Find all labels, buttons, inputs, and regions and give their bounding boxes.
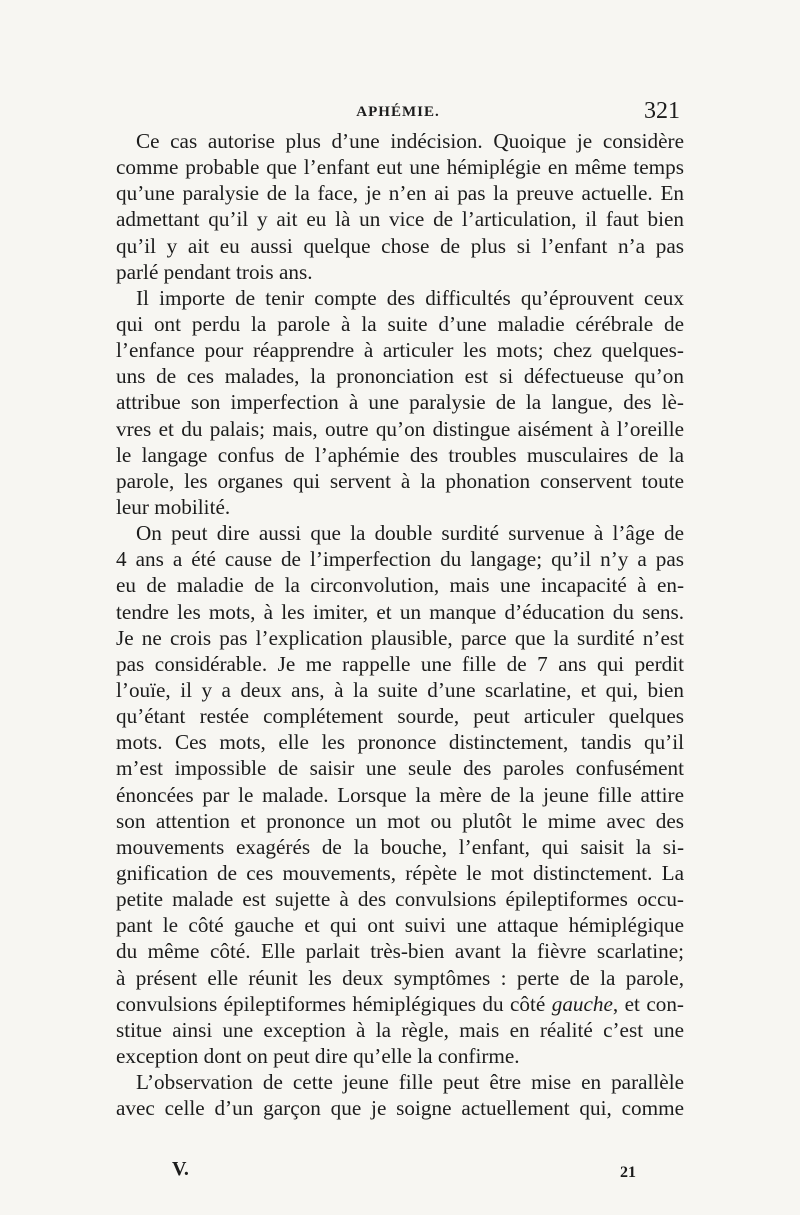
- text-line: son attention et prononce un mot ou plutôt le mime avec des: [116, 808, 684, 833]
- text-line: pant le côté gauche et qui ont suivi une attaque hémiplégique: [116, 913, 684, 938]
- text-line: m’est impossible de saisir une seule des paroles confusément: [116, 756, 684, 781]
- text-line: l’enfance pour réapprendre à articuler les mots; chez quelques-: [116, 338, 684, 363]
- text-line: convulsions épileptiformes hémiplégiques du côté gauche, et con-: [116, 991, 684, 1016]
- text-line: 4 ans a été cause de l’imperfection du langage; qu’il n’y a pas: [116, 547, 684, 572]
- text-line: l’ouïe, il y a deux ans, à la suite d’une scarlatine, et qui, bien: [116, 677, 684, 702]
- text-line: uns de ces malades, la prononciation est si défectueuse qu’on: [116, 364, 684, 389]
- page-number: 321: [644, 98, 680, 124]
- body-text: [116, 128, 684, 1121]
- text-line: qu’il y ait eu aussi quelque chose de plus si l’enfant n’a pas: [116, 233, 684, 258]
- text-line: comme probable que l’enfant eut une hémiplégie en même temps: [116, 155, 684, 180]
- text-line: stitue ainsi une exception à la règle, mais en réalité c’est une: [116, 1017, 684, 1042]
- text-line: attribue son imperfection à une paralysie de la langue, des lè-: [116, 390, 684, 415]
- text-line: énoncées par le malade. Lorsque la mère de la jeune fille attire: [116, 782, 684, 807]
- text-line: le langage confus de l’aphémie des troubles musculaires de la: [116, 442, 684, 467]
- text-line: Je ne crois pas l’explication plausible, parce que la surdité n’est: [116, 625, 684, 650]
- text-line: pas considérable. Je me rappelle une fille de 7 ans qui perdit: [116, 651, 684, 676]
- page-header: [116, 98, 680, 128]
- text-line: admettant qu’il y ait eu là un vice de l’articulation, il faut bien: [116, 207, 684, 232]
- text-line: tendre les mots, à les imiter, et un manque d’éducation du sens.: [116, 599, 684, 624]
- text-line: qu’une paralysie de la face, je n’en ai pas la preuve actuelle. En: [116, 181, 684, 206]
- text-line: à présent elle réunit les deux symptômes : perte de la parole,: [116, 965, 684, 990]
- sheet-number: 21: [620, 1164, 636, 1181]
- text-line: mouvements exagérés de la bouche, l’enfant, qui saisit la si-: [116, 834, 684, 859]
- text-line: parlé pendant trois ans.: [116, 259, 313, 284]
- text-line: gnification de ces mouvements, répète le mot distinctement. La: [116, 860, 684, 885]
- page-footer: [116, 1158, 636, 1188]
- text-line: petite malade est sujette à des convulsions épileptiformes occu-: [116, 887, 684, 912]
- text-line: qu’étant restée complétement sourde, peut articuler quelques: [116, 704, 684, 729]
- text-line: du même côté. Elle parlait très-bien avant la fièvre scarlatine;: [116, 939, 684, 964]
- text-line: On peut dire aussi que la double surdité survenue à l’âge de: [136, 521, 684, 546]
- text-line: L’observation de cette jeune fille peut être mise en parallèle: [136, 1070, 684, 1095]
- running-head: APHÉMIE.: [356, 104, 440, 120]
- text-line: Il importe de tenir compte des difficultés qu’éprouvent ceux: [136, 285, 684, 310]
- text-line: Ce cas autorise plus d’une indécision. Quoique je considère: [136, 129, 684, 153]
- text-line: mots. Ces mots, elle les prononce distinctement, tandis qu’il: [116, 730, 684, 755]
- text-line: qui ont perdu la parole à la suite d’une maladie cérébrale de: [116, 311, 684, 336]
- text-line: vres et du palais; mais, outre qu’on distingue aisément à l’oreille: [116, 416, 684, 441]
- italic-word: gauche: [551, 991, 613, 1016]
- text-line: eu de maladie de la circonvolution, mais une incapacité à en-: [116, 573, 684, 598]
- text-line: exception dont on peut dire qu’elle la confirme.: [116, 1043, 520, 1068]
- text-line: parole, les organes qui servent à la phonation conservent toute: [116, 468, 684, 493]
- text-line: leur mobilité.: [116, 494, 231, 519]
- signature-mark: V.: [172, 1158, 189, 1180]
- text-line: avec celle d’un garçon que je soigne actuellement qui, comme: [116, 1096, 684, 1121]
